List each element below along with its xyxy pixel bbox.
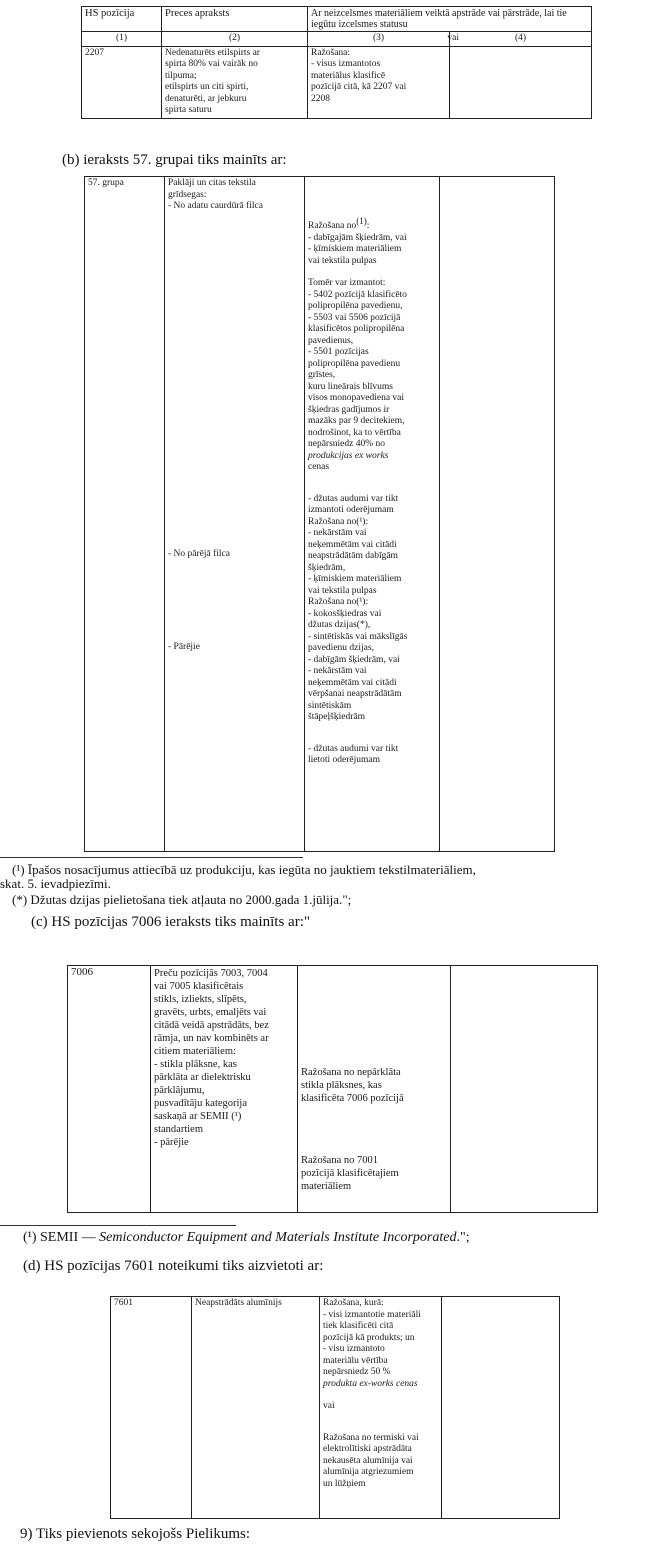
table-hs-7601 <box>110 1296 560 1519</box>
table-row <box>85 177 555 852</box>
footnote-textile: (¹) Īpašos nosacījumus attiecībā uz produkciju, kas iegūta no jauktiem tekstilmateriāliem, skat. 5. ievadpiezīmi. <box>0 862 476 891</box>
final-line: 9) Tiks pievienots sekojošs Pielikums: <box>20 1526 251 1542</box>
row-col4-empty <box>442 1297 560 1519</box>
row-code: 57. grupa <box>85 177 165 852</box>
row-code: 2207 <box>82 46 162 118</box>
row-col4-empty <box>440 177 555 852</box>
header-processing: Ar neizcelsmes materiāliem veiktā apstrāde vai pārstrāde, lai tie iegūtu izcelsmes statusu <box>308 7 592 32</box>
footnote-divider <box>0 857 303 858</box>
column-number-row <box>82 32 592 47</box>
row-col4-empty <box>451 966 598 1213</box>
caption-b: (b) ieraksts 57. grupai tiks mainīts ar: <box>62 152 287 168</box>
header-description: Preces apraksts <box>162 7 308 32</box>
col-or-label: vai <box>447 33 459 43</box>
table-hs-2207 <box>81 6 592 119</box>
footnote-semii: (¹) SEMII — Semiconductor Equipment and Materials Institute Incorporated."; <box>23 1230 470 1245</box>
table-chapter-57 <box>84 176 555 852</box>
row-description: Paklāji un citas tekstila grīdsegas: - No adatu caurdūrā filca - No pārējā filca - Pārējie <box>165 177 305 852</box>
row-description: Nedenaturēts etilspirts ar spirta 80% vai vairāk no tilpuma; etilspirts un citi spirti, denaturēti, ar jebkuru spirta saturu <box>162 46 308 118</box>
table-header-row <box>82 7 592 32</box>
row-rule: Ražošana, kurā: - visi izmantotie materiāli tiek klasificēti citā pozīcijā kā produkts; un - visu izmantoto materiālu vērtība nepārsniedz 50 % produkta ex-works cenas vai Ražošana no termiski vai elektrolītiski apstrādāta nekausēta alumīnija vai alumīnija atgriezumiem un lūžņiem <box>320 1297 442 1519</box>
col-num-1: (1) <box>82 32 162 47</box>
caption-c: (c) HS pozīcijas 7006 ieraksts tiks mainīts ar:" <box>31 914 310 930</box>
col-num-3 <box>308 32 459 47</box>
caption-d: (d) HS pozīcijas 7601 noteikumi tiks aizvietoti ar: <box>23 1258 324 1274</box>
row-rule: Ražošana no nepārklāta stikla plāksnes, kas klasificēta 7006 pozīcijā Ražošana no 7001 pozīcijā klasificētajiem materiāliem <box>298 966 451 1213</box>
footnote-divider <box>0 1225 236 1226</box>
row-code: 7006 <box>68 966 151 1213</box>
row-rule: Ražošana no(1): - dabīgajām šķiedrām, vai - ķīmiskiem materiāliem vai tekstila pulpas Tomēr var izmantot: - 5402 pozīcijā klasificēto polipropilēna pavedienu, - 5503 vai 5506 pozīcijā klasificētos polipropilēna pavedienus, - 5501 pozīcijas polipropilēna pavedienu grīstes, kuru lineārais blīvums visos monopavediena vai šķiedras gadījumos ir mazāks par 9 decitekiem, nodrošinot, ka to vērtība nepārsniedz 40% no produkcijas ex works cenas - džutas audumi var tikt izmantoti oderējumam Ražošana no(¹): - nekārstām vai neķemmētām vai citādi neapstrādātām dabīgām šķiedrām, - ķīmiskiem materiāliem vai tekstila pulpas Ražošana no(¹): - kokosšķiedras vai džutas dzijas(*), - sintētiskās vai mākslīgās pavedienu dzijas, - dabīgām šķiedrām, vai - nekārstām vai neķemmētām vai citādi vērpšanai neapstrādātām sintētiskām štāpeļšķiedrām - džutas audumi var tikt lietoti oderējumam <box>305 177 440 852</box>
row-rule: Ražošana: - visus izmantotos materiālus klasificē pozīcijā citā, kā 2207 vai 2208 <box>308 46 450 118</box>
row-description: Neapstrādāts alumīnijs <box>192 1297 320 1519</box>
header-hs-position: HS pozīcija <box>82 7 162 32</box>
table-row <box>111 1297 560 1519</box>
row-col4-empty <box>450 46 592 118</box>
col-num-2: (2) <box>162 32 308 47</box>
table-row <box>68 966 598 1213</box>
row-description: Preču pozīcijās 7003, 7004 vai 7005 klasificētais stikls, izliekts, slīpēts, gravēts, urbts, emaljēts vai citādā veidā apstrādāts, bez rāmja, un nav kombinēts ar citiem materiāliem: - stikla plāksne, kas pārklāta ar dielektrisku pārklājumu, pusvadītāju kategorija saskaņā ar SEMII (¹) standartiem - pārējie <box>151 966 298 1213</box>
col-num-4: (4) <box>450 32 592 47</box>
col-num-3-label: (3) <box>372 33 385 43</box>
table-hs-7006 <box>67 965 598 1213</box>
row-code: 7601 <box>111 1297 192 1519</box>
footnote-jute: (*) Džutas dzijas pielietošana tiek atļauta no 2000.gada 1.jūlija."; <box>12 892 352 907</box>
table-row <box>82 46 592 118</box>
